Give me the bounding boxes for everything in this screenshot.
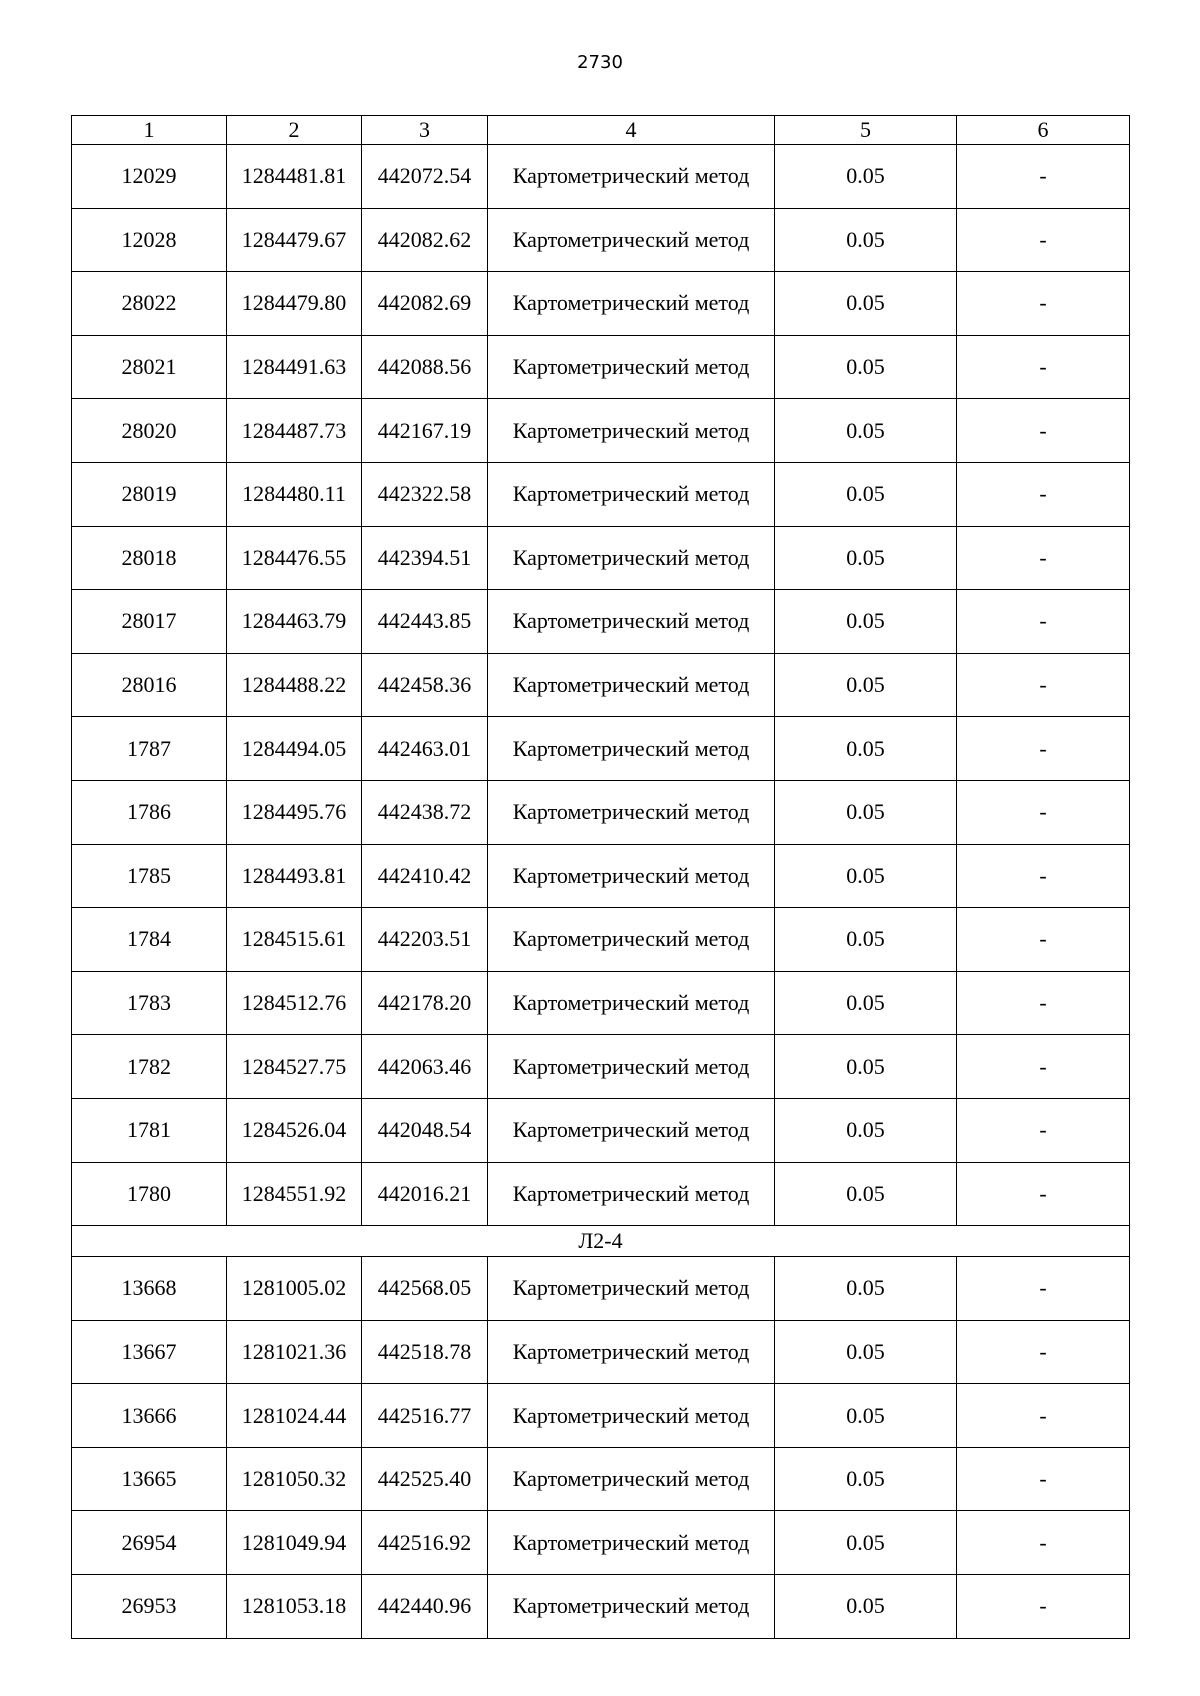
accuracy-cell: 0.05 xyxy=(775,590,957,654)
description-cell: - xyxy=(957,908,1130,972)
method-cell: Картометрический метод xyxy=(488,399,775,463)
description-cell: - xyxy=(957,1320,1130,1384)
coordinates-table xyxy=(71,115,1130,1639)
accuracy-cell: 0.05 xyxy=(775,1035,957,1099)
description-cell: - xyxy=(957,780,1130,844)
method-cell: Картометрический метод xyxy=(488,1384,775,1448)
method-cell: Картометрический метод xyxy=(488,145,775,209)
y-coordinate-cell: 442394.51 xyxy=(362,526,488,590)
accuracy-cell: 0.05 xyxy=(775,1320,957,1384)
y-coordinate-cell: 442463.01 xyxy=(362,717,488,781)
method-cell: Картометрический метод xyxy=(488,844,775,908)
point-number-cell: 13665 xyxy=(72,1447,227,1511)
y-coordinate-cell: 442203.51 xyxy=(362,908,488,972)
point-number-cell: 26953 xyxy=(72,1575,227,1639)
point-number-cell: 1780 xyxy=(72,1162,227,1226)
description-cell: - xyxy=(957,1447,1130,1511)
method-cell: Картометрический метод xyxy=(488,1098,775,1162)
x-coordinate-cell: 1284487.73 xyxy=(227,399,362,463)
table-row xyxy=(72,145,1130,209)
point-number-cell: 28016 xyxy=(72,653,227,717)
column-header: 1 xyxy=(72,116,227,145)
point-number-cell: 1785 xyxy=(72,844,227,908)
table-row xyxy=(72,462,1130,526)
table-row xyxy=(72,1320,1130,1384)
accuracy-cell: 0.05 xyxy=(775,145,957,209)
table-row xyxy=(72,1035,1130,1099)
column-header: 4 xyxy=(488,116,775,145)
table-row xyxy=(72,272,1130,336)
method-cell: Картометрический метод xyxy=(488,780,775,844)
accuracy-cell: 0.05 xyxy=(775,653,957,717)
method-cell: Картометрический метод xyxy=(488,208,775,272)
y-coordinate-cell: 442440.96 xyxy=(362,1575,488,1639)
table-row xyxy=(72,590,1130,654)
description-cell: - xyxy=(957,208,1130,272)
x-coordinate-cell: 1284551.92 xyxy=(227,1162,362,1226)
table-body xyxy=(72,116,1130,1639)
accuracy-cell: 0.05 xyxy=(775,780,957,844)
method-cell: Картометрический метод xyxy=(488,1320,775,1384)
table-row xyxy=(72,208,1130,272)
description-cell: - xyxy=(957,335,1130,399)
y-coordinate-cell: 442410.42 xyxy=(362,844,488,908)
point-number-cell: 1781 xyxy=(72,1098,227,1162)
y-coordinate-cell: 442443.85 xyxy=(362,590,488,654)
x-coordinate-cell: 1281005.02 xyxy=(227,1257,362,1321)
x-coordinate-cell: 1284479.80 xyxy=(227,272,362,336)
accuracy-cell: 0.05 xyxy=(775,971,957,1035)
x-coordinate-cell: 1284476.55 xyxy=(227,526,362,590)
description-cell: - xyxy=(957,653,1130,717)
accuracy-cell: 0.05 xyxy=(775,1257,957,1321)
y-coordinate-cell: 442568.05 xyxy=(362,1257,488,1321)
x-coordinate-cell: 1281049.94 xyxy=(227,1511,362,1575)
point-number-cell: 13668 xyxy=(72,1257,227,1321)
method-cell: Картометрический метод xyxy=(488,462,775,526)
point-number-cell: 28020 xyxy=(72,399,227,463)
y-coordinate-cell: 442525.40 xyxy=(362,1447,488,1511)
point-number-cell: 28022 xyxy=(72,272,227,336)
description-cell: - xyxy=(957,399,1130,463)
x-coordinate-cell: 1281021.36 xyxy=(227,1320,362,1384)
point-number-cell: 1782 xyxy=(72,1035,227,1099)
description-cell: - xyxy=(957,717,1130,781)
accuracy-cell: 0.05 xyxy=(775,272,957,336)
description-cell: - xyxy=(957,1162,1130,1226)
y-coordinate-cell: 442048.54 xyxy=(362,1098,488,1162)
x-coordinate-cell: 1284491.63 xyxy=(227,335,362,399)
y-coordinate-cell: 442082.62 xyxy=(362,208,488,272)
x-coordinate-cell: 1284480.11 xyxy=(227,462,362,526)
accuracy-cell: 0.05 xyxy=(775,1575,957,1639)
point-number-cell: 1786 xyxy=(72,780,227,844)
y-coordinate-cell: 442072.54 xyxy=(362,145,488,209)
table-row xyxy=(72,908,1130,972)
description-cell: - xyxy=(957,844,1130,908)
table-row xyxy=(72,780,1130,844)
x-coordinate-cell: 1284481.81 xyxy=(227,145,362,209)
point-number-cell: 28017 xyxy=(72,590,227,654)
column-header: 2 xyxy=(227,116,362,145)
accuracy-cell: 0.05 xyxy=(775,335,957,399)
method-cell: Картометрический метод xyxy=(488,1035,775,1099)
method-cell: Картометрический метод xyxy=(488,653,775,717)
x-coordinate-cell: 1284479.67 xyxy=(227,208,362,272)
method-cell: Картометрический метод xyxy=(488,971,775,1035)
x-coordinate-cell: 1284512.76 xyxy=(227,971,362,1035)
x-coordinate-cell: 1284494.05 xyxy=(227,717,362,781)
y-coordinate-cell: 442088.56 xyxy=(362,335,488,399)
y-coordinate-cell: 442518.78 xyxy=(362,1320,488,1384)
method-cell: Картометрический метод xyxy=(488,272,775,336)
table-row xyxy=(72,399,1130,463)
point-number-cell: 28021 xyxy=(72,335,227,399)
description-cell: - xyxy=(957,1035,1130,1099)
page-number: 2730 xyxy=(577,52,623,73)
description-cell: - xyxy=(957,1384,1130,1448)
method-cell: Картометрический метод xyxy=(488,717,775,781)
table-row xyxy=(72,1162,1130,1226)
x-coordinate-cell: 1284463.79 xyxy=(227,590,362,654)
method-cell: Картометрический метод xyxy=(488,908,775,972)
x-coordinate-cell: 1284495.76 xyxy=(227,780,362,844)
table-row xyxy=(72,1384,1130,1448)
table-row xyxy=(72,1447,1130,1511)
method-cell: Картометрический метод xyxy=(488,1447,775,1511)
point-number-cell: 1783 xyxy=(72,971,227,1035)
x-coordinate-cell: 1284488.22 xyxy=(227,653,362,717)
point-number-cell: 1787 xyxy=(72,717,227,781)
x-coordinate-cell: 1284527.75 xyxy=(227,1035,362,1099)
y-coordinate-cell: 442516.92 xyxy=(362,1511,488,1575)
description-cell: - xyxy=(957,145,1130,209)
method-cell: Картометрический метод xyxy=(488,1257,775,1321)
table-row xyxy=(72,971,1130,1035)
point-number-cell: 28019 xyxy=(72,462,227,526)
accuracy-cell: 0.05 xyxy=(775,908,957,972)
x-coordinate-cell: 1284493.81 xyxy=(227,844,362,908)
y-coordinate-cell: 442082.69 xyxy=(362,272,488,336)
table-row xyxy=(72,653,1130,717)
table-row xyxy=(72,844,1130,908)
column-header: 3 xyxy=(362,116,488,145)
x-coordinate-cell: 1281024.44 xyxy=(227,1384,362,1448)
accuracy-cell: 0.05 xyxy=(775,462,957,526)
column-header: 6 xyxy=(957,116,1130,145)
point-number-cell: 13666 xyxy=(72,1384,227,1448)
point-number-cell: 1784 xyxy=(72,908,227,972)
y-coordinate-cell: 442458.36 xyxy=(362,653,488,717)
table-row xyxy=(72,1575,1130,1639)
description-cell: - xyxy=(957,272,1130,336)
table-row xyxy=(72,1098,1130,1162)
accuracy-cell: 0.05 xyxy=(775,1098,957,1162)
description-cell: - xyxy=(957,590,1130,654)
accuracy-cell: 0.05 xyxy=(775,1511,957,1575)
y-coordinate-cell: 442322.58 xyxy=(362,462,488,526)
description-cell: - xyxy=(957,971,1130,1035)
x-coordinate-cell: 1281050.32 xyxy=(227,1447,362,1511)
method-cell: Картометрический метод xyxy=(488,1162,775,1226)
point-number-cell: 26954 xyxy=(72,1511,227,1575)
point-number-cell: 12028 xyxy=(72,208,227,272)
x-coordinate-cell: 1284515.61 xyxy=(227,908,362,972)
accuracy-cell: 0.05 xyxy=(775,1447,957,1511)
accuracy-cell: 0.05 xyxy=(775,208,957,272)
description-cell: - xyxy=(957,1511,1130,1575)
point-number-cell: 13667 xyxy=(72,1320,227,1384)
x-coordinate-cell: 1284526.04 xyxy=(227,1098,362,1162)
y-coordinate-cell: 442016.21 xyxy=(362,1162,488,1226)
y-coordinate-cell: 442063.46 xyxy=(362,1035,488,1099)
accuracy-cell: 0.05 xyxy=(775,1384,957,1448)
description-cell: - xyxy=(957,1575,1130,1639)
description-cell: - xyxy=(957,462,1130,526)
table-row xyxy=(72,335,1130,399)
point-number-cell: 12029 xyxy=(72,145,227,209)
method-cell: Картометрический метод xyxy=(488,1575,775,1639)
description-cell: - xyxy=(957,1257,1130,1321)
description-cell: - xyxy=(957,526,1130,590)
table-header-row xyxy=(72,116,1130,145)
y-coordinate-cell: 442516.77 xyxy=(362,1384,488,1448)
accuracy-cell: 0.05 xyxy=(775,399,957,463)
section-label: Л2-4 xyxy=(72,1226,1130,1257)
method-cell: Картометрический метод xyxy=(488,526,775,590)
section-row xyxy=(72,1226,1130,1257)
accuracy-cell: 0.05 xyxy=(775,717,957,781)
table-row xyxy=(72,717,1130,781)
column-header: 5 xyxy=(775,116,957,145)
y-coordinate-cell: 442167.19 xyxy=(362,399,488,463)
table-row xyxy=(72,1257,1130,1321)
table-row xyxy=(72,526,1130,590)
x-coordinate-cell: 1281053.18 xyxy=(227,1575,362,1639)
method-cell: Картометрический метод xyxy=(488,590,775,654)
method-cell: Картометрический метод xyxy=(488,1511,775,1575)
description-cell: - xyxy=(957,1098,1130,1162)
y-coordinate-cell: 442438.72 xyxy=(362,780,488,844)
accuracy-cell: 0.05 xyxy=(775,526,957,590)
table-row xyxy=(72,1511,1130,1575)
accuracy-cell: 0.05 xyxy=(775,844,957,908)
y-coordinate-cell: 442178.20 xyxy=(362,971,488,1035)
accuracy-cell: 0.05 xyxy=(775,1162,957,1226)
point-number-cell: 28018 xyxy=(72,526,227,590)
method-cell: Картометрический метод xyxy=(488,335,775,399)
